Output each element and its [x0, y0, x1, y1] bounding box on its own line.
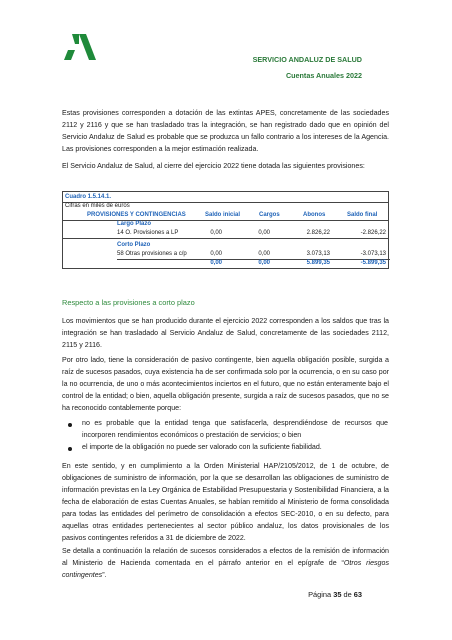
junta-andalucia-logo	[62, 34, 96, 60]
header-doc-title: Cuentas Anuales 2022	[285, 71, 362, 80]
table-total-row: 0,00 0,00 5.899,35 -5.899,35	[210, 260, 386, 266]
col-header-concept: PROVISIONES Y CONTINGENCIAS	[87, 212, 186, 218]
provisions-table	[62, 191, 389, 269]
intro-paragraph-2: El Servicio Andaluz de Salud, al cierre del ejercicio 2022 tiene dotada las siguientes provisiones:	[62, 162, 365, 170]
italic-epigraph: Otros riesgos contingentes	[62, 559, 389, 579]
row-label: 14 O. Provisiones a LP	[117, 230, 179, 236]
paragraph-order-hap: En este sentido, y en cumplimiento a la Orden Ministerial HAP/2105/2012, de 1 de octubre, de obligaciones de suministro de información, por la que se desarrollan las obligaciones de suministro de información previstas en la Ley Orgánica de Estabilidad Presupuestaria y Sostenibilidad Financiera, a la fecha de elaboración de estas Cuentas Anuales, se habían remitido al Ministerio de forma consolidada para todas las entidades del perímetro de consolidación a efectos SEC-2010, o en su defecto, para aquellas otras entidades pertenecientes al sector público andaluz, los datos provisionales de los pasivos contingentes referidos a 31 de diciembre de 2022.	[62, 462, 389, 542]
bullet-dot	[68, 447, 72, 451]
paragraph-movements: Los movimientos que se han producido durante el ejercicio 2022 corresponden a los saldos que tras la integración se han trasladado al Servicio Andaluz de Salud, concretamente de las sociedades 2112, 2115 y 2116.	[62, 317, 389, 349]
col-header-credits: Abonos	[303, 212, 326, 218]
table-row: 58 Otras provisiones a c/p 0,00 0,00 3.073,13 -3.073,13	[117, 251, 386, 257]
header-org: SERVICIO ANDALUZ DE SALUD	[252, 55, 362, 64]
col-header-final: Saldo final	[347, 212, 378, 218]
col-header-charges: Cargos	[259, 212, 280, 218]
section-heading: Respecto a las provisiones a corto plazo	[62, 298, 195, 307]
table-units: Cifras en miles de euros	[65, 203, 130, 209]
paragraph-detail: Se detalla a continuación la relación de sucesos considerados a efectos de la remisión de información al Ministerio de Hacienda comentada en el párrafo anterior en el epígrafe de “Otros riesgos contingentes”.	[62, 547, 389, 579]
col-header-initial: Saldo inicial	[205, 212, 241, 218]
bullet-dot	[68, 423, 72, 427]
table-row: 14 O. Provisiones a LP 0,00 0,00 2.826,22 -2.826,22	[117, 230, 386, 236]
table-header-row	[63, 211, 388, 220]
page-number: Página 35 de 63	[308, 590, 362, 599]
section-long-term: Largo Plazo	[117, 221, 152, 227]
bullet-item-1: no es probable que la entidad tenga que satisfacerla, desprendiéndose de recursos que incorporen rendimientos económicos o prestación de servicios; o bien	[82, 419, 388, 439]
table-code: Cuadro 1.5.14.1.	[65, 194, 112, 200]
paragraph-contingent-liability: Por otro lado, tiene la consideración de pasivo contingente, bien aquella obligación posible, surgida a raíz de sucesos pasados, cuya existencia ha de ser confirmada solo por la ocurrencia, o en su caso por la no ocurrencia, de uno o más acontecimientos inciertos en el futuro, que no están enteramente bajo el control de la entidad; o bien, aquella obligación presente, surgida a raíz de sucesos pasados, que no se ha reconocido contablemente porque:	[62, 356, 389, 412]
intro-paragraph-1: Estas provisiones corresponden a dotación de las extintas APES, concretamente de las sociedades 2112 y 2116 y que se han trasladado tras la integración, se han registrado dado que en opinión del Servicio Andaluz de Salud es probable que se produzca un fallo contrario a los intereses de la Agencia. Las provisiones corresponden a la mejor estimación realizada.	[62, 109, 389, 153]
bullet-item-2: el importe de la obligación no puede ser valorado con la suficiente fiabilidad.	[82, 443, 322, 451]
row-label: 58 Otras provisiones a c/p	[117, 251, 187, 257]
section-short-term: Corto Plazo	[117, 242, 151, 248]
